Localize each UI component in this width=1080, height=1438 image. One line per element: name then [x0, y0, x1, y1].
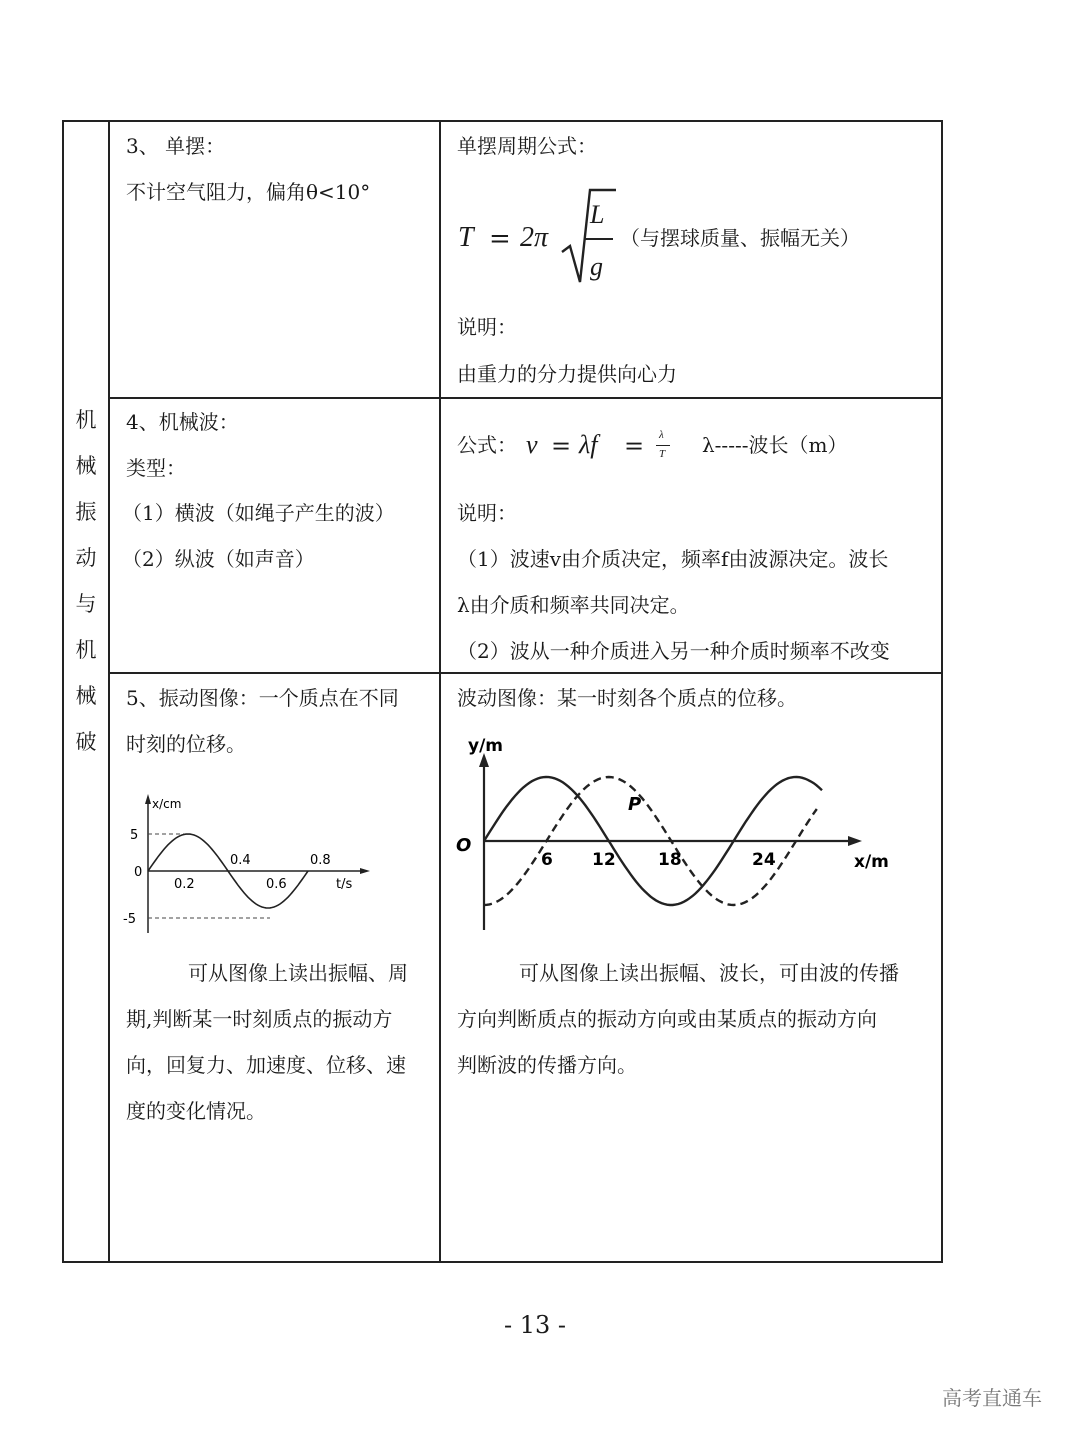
x-axis-arrow: [848, 836, 862, 846]
x-tick-label: 18: [658, 850, 682, 870]
formula-frac-num: λ: [659, 429, 664, 441]
origin-label: O: [456, 835, 472, 856]
wave-type-item: （1）横波（如绳子产生的波）: [122, 501, 395, 525]
wave-graph: [450, 735, 910, 935]
wave-desc-line: 方向判断质点的振动方向或由某质点的振动方向: [457, 1007, 877, 1031]
vibration-graph: [120, 788, 380, 938]
wave-note-line: （2）波从一种介质进入另一种介质时频率不改变: [457, 639, 890, 663]
formula-numerator-L: L: [590, 200, 605, 229]
vibration-heading: 5、振动图像：一个质点在不同: [126, 686, 399, 710]
formula-frac-den: T: [659, 448, 666, 460]
table-divider-v2: [439, 120, 441, 1263]
vibration-heading: 时刻的位移。: [126, 732, 246, 756]
formula-denominator-g: g: [590, 252, 603, 281]
wave-note-line: （1）波速v由介质决定，频率f由波源决定。波长: [457, 547, 889, 571]
formula-note: （与摆球质量、振幅无关）: [620, 226, 860, 250]
side-char: 振: [75, 500, 97, 524]
table-divider-h1: [108, 397, 943, 399]
side-char: 械: [75, 684, 97, 708]
fraction-bar: [656, 445, 670, 446]
x-tick-label: 24: [752, 850, 776, 870]
formula-lambda-f: λf: [579, 430, 598, 459]
formula-v: v: [526, 430, 538, 459]
wave-heading: 4、机械波：: [126, 410, 239, 434]
side-char: 动: [75, 546, 97, 570]
lambda-note: λ-----波长（m）: [702, 433, 848, 457]
y-tick-label: -5: [123, 912, 136, 927]
wave-note-label: 说明：: [457, 501, 517, 525]
pendulum-note: 由重力的分力提供向心力: [457, 362, 677, 386]
y-axis-arrow: [145, 794, 151, 804]
x-tick-label: 0.2: [174, 877, 195, 892]
x-axis-label: t/s: [336, 877, 353, 892]
formula-T: T: [458, 222, 474, 253]
table-divider-h2: [108, 672, 943, 674]
wave-graph-heading: 波动图像：某一时刻各个质点的位移。: [457, 686, 797, 710]
wave-type-label: 类型：: [126, 456, 186, 480]
page-number: - 13 -: [504, 1311, 567, 1339]
formula-two-pi: 2π: [520, 222, 549, 253]
table-border-top: [62, 120, 943, 122]
watermark: 高考直通车: [942, 1386, 1042, 1410]
x-tick-label: 12: [592, 850, 616, 870]
x-tick-label: 6: [541, 850, 553, 870]
table-border-bottom: [62, 1261, 943, 1263]
pendulum-heading: 3、 单摆：: [126, 134, 226, 158]
formula-equals: =: [489, 224, 511, 254]
x-tick-label: 0.6: [266, 877, 287, 892]
formula-eq2: =: [624, 432, 645, 460]
pendulum-formula-title: 单摆周期公式：: [457, 134, 597, 158]
vibration-desc-line: 可从图像上读出振幅、周: [188, 961, 408, 985]
y-axis-label: y/m: [468, 736, 504, 756]
y-tick-label: 5: [130, 828, 139, 843]
y-axis-label: x/cm: [152, 797, 182, 811]
vibration-desc-line: 度的变化情况。: [126, 1099, 266, 1123]
vibration-desc-line: 期,判断某一时刻质点的振动方: [126, 1007, 393, 1031]
side-char: 与: [75, 592, 97, 616]
fraction-bar: [585, 238, 613, 240]
pendulum-condition: 不计空气阻力，偏角θ<10°: [126, 180, 371, 204]
side-char: 机: [75, 638, 97, 662]
formula-label: 公式：: [457, 433, 517, 457]
table-border-right: [941, 120, 943, 1263]
wave-note-line: λ由介质和频率共同决定。: [457, 593, 690, 617]
pendulum-note-label: 说明：: [457, 315, 517, 339]
x-tick-label: 0.4: [230, 853, 251, 868]
point-p-label: P: [628, 794, 642, 815]
side-char: 机: [75, 408, 97, 432]
x-axis-arrow: [360, 868, 370, 874]
vibration-desc-line: 向，回复力、加速度、位移、速: [126, 1053, 406, 1077]
formula-eq1: =: [551, 432, 572, 460]
wave-type-item: （2）纵波（如声音）: [122, 547, 315, 571]
side-char: 械: [75, 454, 97, 478]
wave-desc-line: 可从图像上读出振幅、波长，可由波的传播: [519, 961, 899, 985]
x-axis-label: x/m: [854, 852, 889, 872]
wave-desc-line: 判断波的传播方向。: [457, 1053, 637, 1077]
y-tick-label: 0: [134, 865, 143, 880]
x-tick-label: 0.8: [310, 853, 331, 868]
side-char: 破: [75, 730, 97, 754]
